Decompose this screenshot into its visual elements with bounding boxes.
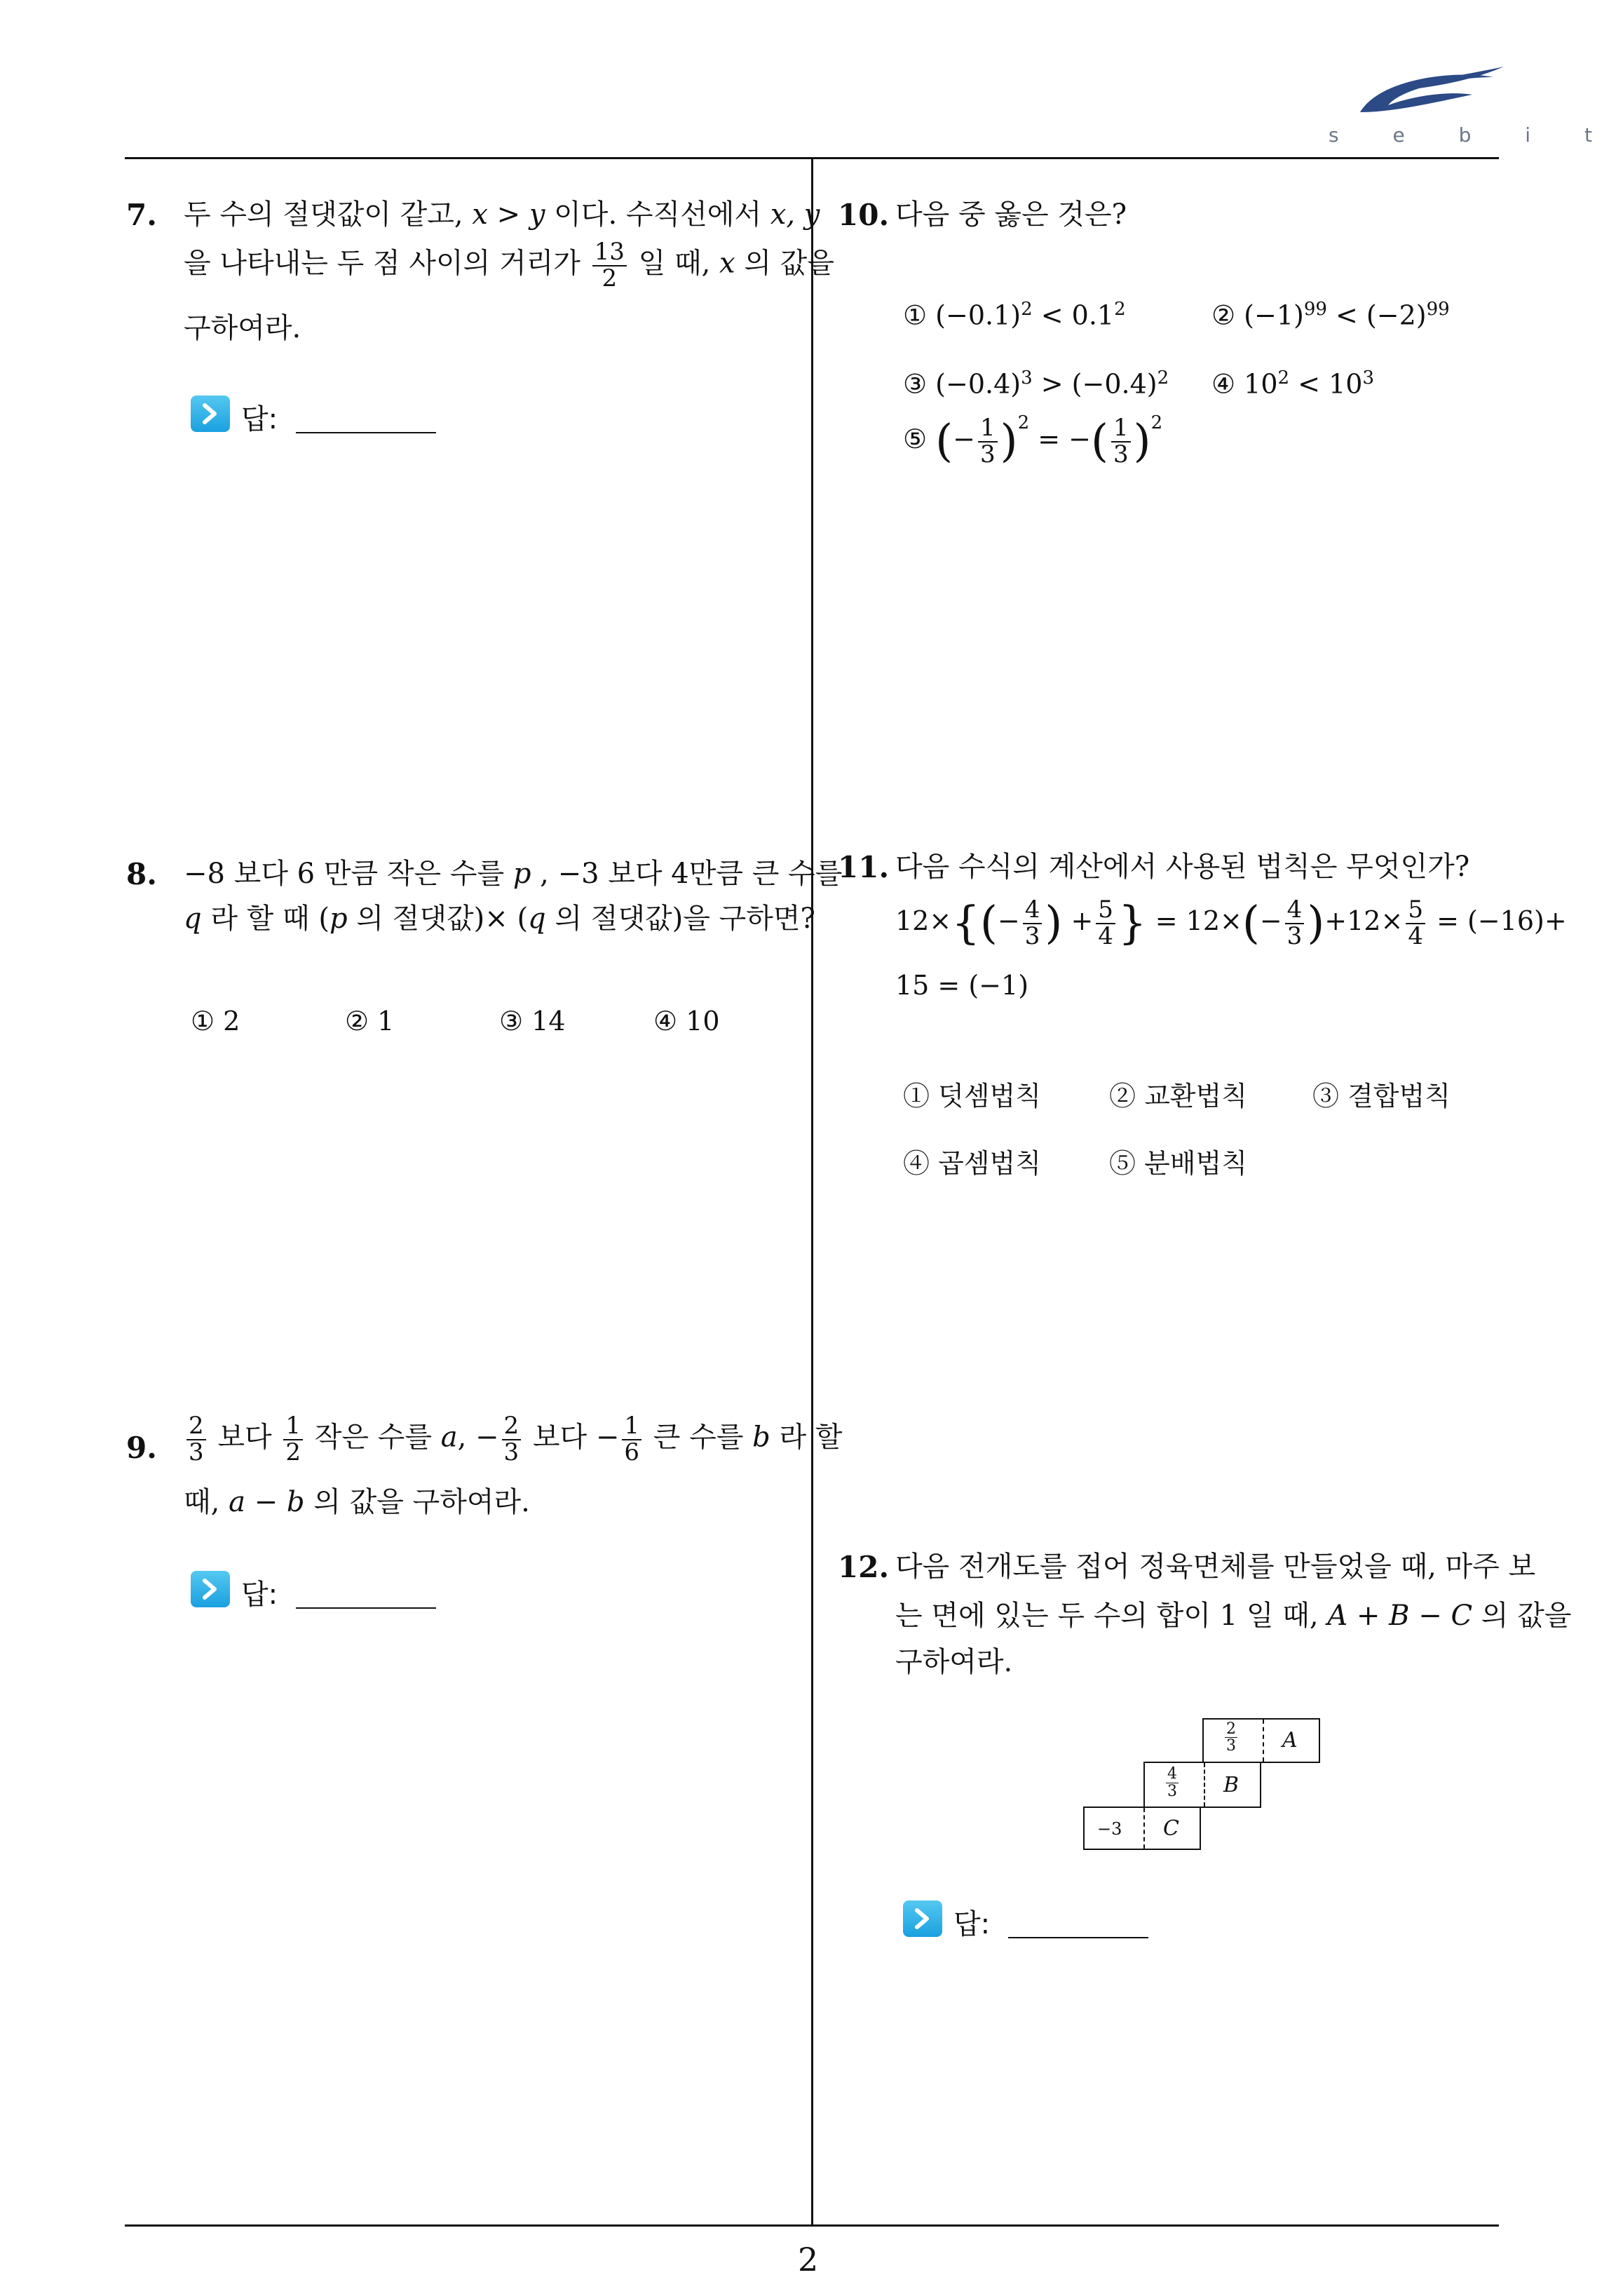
question-11-text: 다음 수식의 계산에서 사용된 법칙은 무엇인가? [895, 851, 1470, 883]
question-8-choice-1[interactable]: ① 2 [191, 1006, 240, 1036]
question-9-line2: 때, a − b 의 값을 구하여라. [184, 1486, 530, 1518]
question-8-choice-3[interactable]: ③ 14 [499, 1006, 566, 1036]
page-number: 2 [798, 2241, 819, 2278]
question-11-expression: 12×{(− $\frac{4}{3}$ ) + $\frac{5}{4}$ } = 12×(− $\frac{4}{3}$ )+12× $\frac{5}{4}$ = (−16)+ [895, 896, 1567, 950]
question-12-answer[interactable] [903, 1898, 1169, 1940]
question-8-line1: −8 보다 6 만큼 작은 수를 p , −3 보다 4만큼 큰 수를 [184, 858, 843, 890]
arrow-icon [903, 1900, 942, 1937]
question-8-choice-4[interactable]: ④ 10 [653, 1006, 720, 1036]
question-7-answer[interactable] [191, 393, 457, 435]
question-9-line1: $\frac{2}{3}$ 보다 $\frac{1}{2}$ 작은 수를 a, − $\frac{2}{3}$ 보다 − $\frac{1}{6}$ 큰 수를 b 라 할 [184, 1414, 842, 1465]
question-11-choice-5[interactable]: ⑤ 분배법칙 [1109, 1148, 1247, 1179]
question-12-number: 12. [838, 1550, 890, 1584]
question-7-line2: 을 나타내는 두 점 사이의 거리가 $\frac{13}{2}$ 일 때, x 의 값을 [184, 238, 834, 292]
answer-label: 답: [241, 1579, 278, 1611]
question-7-number: 7. [126, 198, 157, 232]
question-11-expression-line2: 15 = (−1) [895, 970, 1029, 1001]
question-8-line2: q 라 할 때 (p 의 절댓값)× (q 의 절댓값)을 구하면? [184, 903, 815, 935]
question-12-line3: 구하여라. [895, 1646, 1013, 1678]
question-12-line2: 는 면에 있는 두 수의 합이 1 일 때, A + B − C 의 값을 [895, 1600, 1572, 1632]
footer-rule [125, 2224, 1499, 2227]
question-11-number: 11. [838, 850, 890, 884]
question-11-choice-1[interactable]: ① 덧셈법칙 [903, 1081, 1041, 1112]
question-7-line3: 구하여라. [184, 312, 301, 344]
question-10-choice-5[interactable]: ⑤ (− $\frac{1}{3}$ )$^2$ = −( $\frac{1}{3}$ )$^2$ [903, 412, 1163, 468]
arrow-icon [191, 396, 230, 432]
answer-blank[interactable] [1008, 1937, 1148, 1938]
answer-label: 답: [953, 1908, 991, 1940]
question-8-number: 8. [126, 857, 157, 891]
question-8-choice-2[interactable]: ② 1 [345, 1006, 395, 1036]
net-face-b: $\frac{4}{3}$ B [1143, 1762, 1261, 1808]
net-face-a: $\frac{2}{3}$ A [1202, 1718, 1320, 1763]
question-12-line1: 다음 전개도를 접어 정육면체를 만들었을 때, 마주 보 [895, 1551, 1536, 1583]
question-11-choice-3[interactable]: ③ 결합법칙 [1312, 1081, 1451, 1112]
question-10-choice-4[interactable]: ④ $10^2 < 10^3$ [1211, 367, 1374, 400]
question-10-text: 다음 중 옳은 것은? [895, 198, 1127, 231]
question-9-answer[interactable] [191, 1568, 457, 1610]
question-10-number: 10. [838, 198, 890, 232]
question-11-choice-2[interactable]: ② 교환법칙 [1109, 1081, 1247, 1112]
logo-text: s e b i t [1329, 123, 1616, 147]
question-7-line1: 두 수의 절댓값이 같고, x > y 이다. 수직선에서 x, y [184, 198, 820, 231]
question-10-choice-2[interactable]: ② $(-1)^{99} < (-2)^{99}$ [1211, 299, 1450, 331]
question-11-choice-4[interactable]: ④ 곱셈법칙 [903, 1148, 1041, 1179]
answer-blank[interactable] [296, 432, 436, 433]
arrow-icon [191, 1571, 230, 1607]
column-divider [811, 158, 813, 2226]
net-face-c: −3 C [1083, 1807, 1201, 1850]
question-10-choice-1[interactable]: ① $(-0.1)^2 < 0.1^2$ [903, 299, 1126, 331]
answer-label: 답: [241, 403, 278, 435]
answer-blank[interactable] [296, 1607, 436, 1609]
question-10-choice-3[interactable]: ③ $(-0.4)^3 > (-0.4)^2$ [903, 367, 1169, 400]
question-9-number: 9. [126, 1431, 157, 1465]
